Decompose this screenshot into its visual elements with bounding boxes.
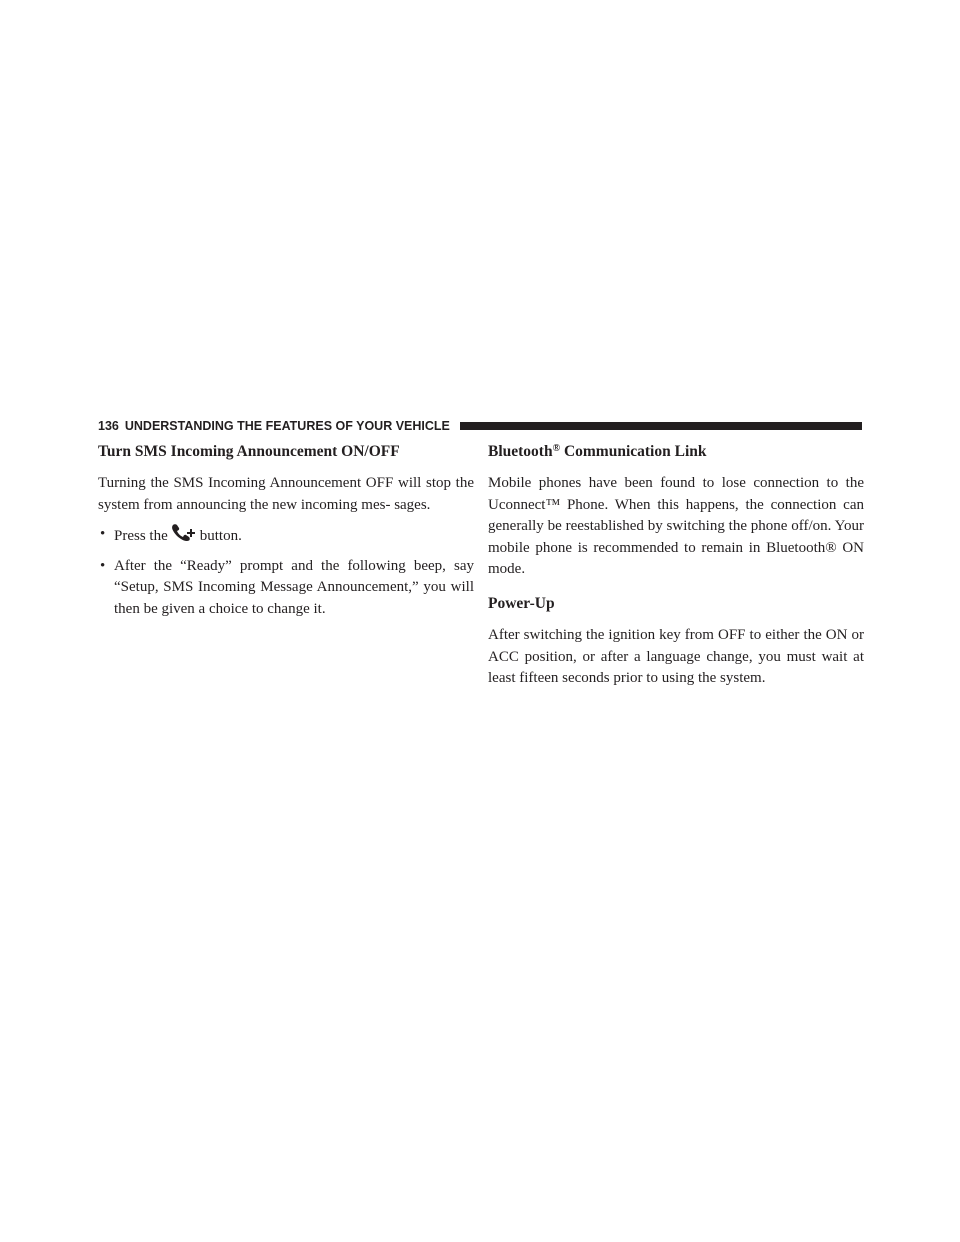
right-column: [488, 441, 864, 698]
list-item: [98, 556, 474, 621]
left-column: [98, 441, 474, 629]
press-text: Press the: [114, 528, 168, 545]
bullet: •: [100, 526, 106, 543]
phone-icon: [170, 524, 198, 542]
page-header: [98, 418, 862, 434]
button-text: button.: [199, 528, 242, 545]
header-rule: [460, 422, 862, 430]
bluetooth-heading: [488, 441, 864, 463]
section-title: UNDERSTANDING THE FEATURES OF YOUR VEHICLE: [124, 419, 450, 433]
list-item: [98, 524, 474, 548]
bullet: •: [100, 557, 106, 574]
bluetooth-heading-rest: Communication Link: [560, 443, 707, 460]
sms-announcement-paragraph: Turning the SMS Incoming Announcement OFF will stop the system from announcing the new incoming mes- sages.: [98, 475, 474, 513]
sms-announcement-heading: Turn SMS Incoming Announcement ON/OFF: [98, 443, 400, 460]
voice-command-text: After the “Ready” prompt and the following beep, say “Setup, SMS Incoming Message Announcement,” you will then be given a choice to change it.: [114, 557, 474, 617]
header-label: [98, 418, 458, 434]
page-number: 136: [98, 419, 119, 433]
power-up-paragraph: After switching the ignition key from OFF to either the ON or ACC position, or after a language change, you must wait at least fifteen seconds prior to using the system.: [488, 626, 864, 687]
bluetooth-brand: Bluetooth: [488, 443, 553, 460]
registered-mark: ®: [552, 443, 561, 454]
instruction-list: [98, 524, 474, 620]
power-up-heading: Power-Up: [488, 594, 555, 612]
bluetooth-paragraph: Mobile phones have been found to lose connection to the Uconnect™ Phone. When this happens, the connection can generally be reestablished by switching the phone off/on. Your mobile phone is recommended to remain in Bluetooth® ON mode.: [488, 475, 864, 578]
